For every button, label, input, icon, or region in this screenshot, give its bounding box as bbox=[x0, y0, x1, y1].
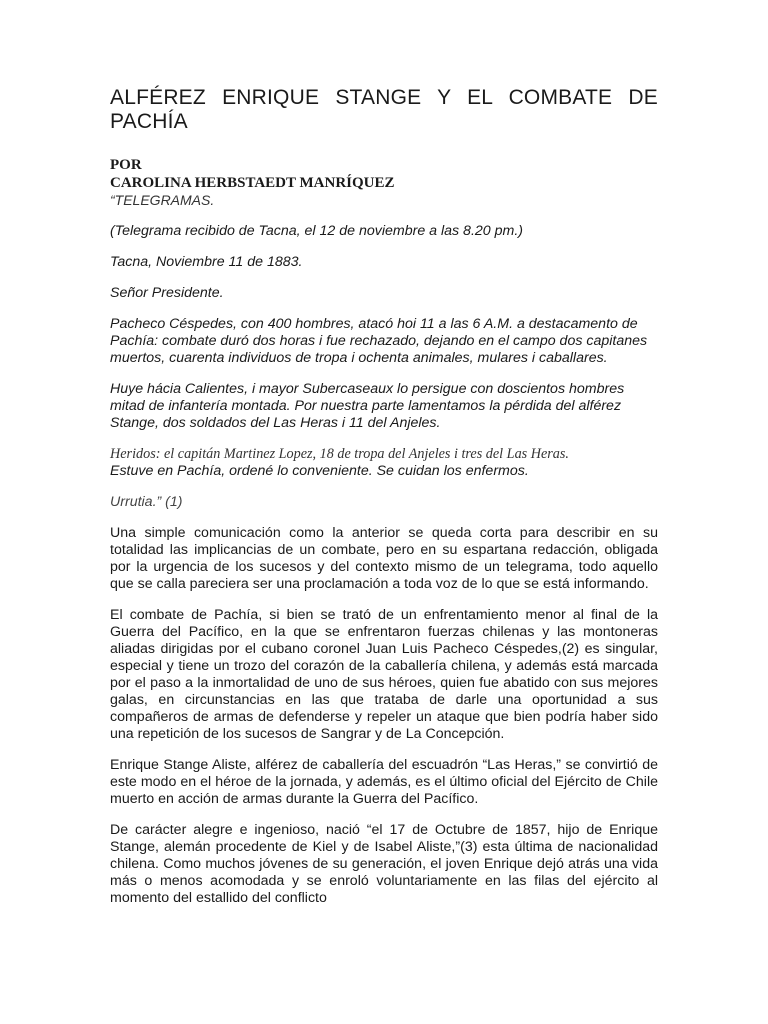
telegram-paragraph-1: Pacheco Céspedes, con 400 hombres, atacó hoi 11 a las 6 A.M. a destacamento de Pachía: combate duró dos horas i fue rechazado, dejando en el campo dos capitanes muertos, cuarenta individuos de tropa i ochenta animales, mulares i caballares. bbox=[110, 316, 648, 366]
document-title: ALFÉREZ ENRIQUE STANGE Y EL COMBATE DE PACHÍA bbox=[110, 86, 658, 133]
body-paragraph-2: El combate de Pachía, si bien se trató de un enfrentamiento menor al final de la Guerra del Pacífico, en la que se enfrentaron fuerzas chilenas y las montoneras aliadas dirigidas por el cubano coronel Juan Luis Pacheco Céspedes,(2) es singular, especial y tiene un trozo del corazón de la caballería chilena, y además está marcada por el paso a la inmortalidad de uno de sus héroes, quien fue abatido con sus mejores galas, en circunstancias en las que trataba de darle una oportunidad a sus compañeros de armas de defenderse y repeler un ataque que bien podría haber sido una repetición de los sucesos de Sangrar y de La Concepción. bbox=[110, 607, 658, 742]
telegram-received: (Telegrama recibido de Tacna, el 12 de noviembre a las 8.20 pm.) bbox=[110, 223, 523, 239]
body-paragraph-1: Una simple comunicación como la anterior se queda corta para describir en su totalidad las implicancias de un combate, pero en su espartana redacción, obligada por la urgencia de los sucesos y del contexto mismo de un telegrama, todo aquello que se calla pareciera ser una proclamación a toda voz de lo que se está informando. bbox=[110, 525, 658, 592]
byline-por: POR bbox=[110, 157, 142, 173]
telegram-paragraph-2: Huye hácia Calientes, i mayor Subercaseaux lo persigue con doscientos hombres mitad de infantería montada. Por nuestra parte lamentamos la pérdida del alférez Stange, dos soldados del Las Heras i 11 del Anjeles. bbox=[110, 381, 625, 431]
body-paragraph-3: Enrique Stange Aliste, alférez de caballería del escuadrón “Las Heras,” se convirtió de este modo en el héroe de la jornada, y además, es el último oficial del Ejército de Chile muerto en acción de armas durante la Guerra del Pacífico. bbox=[110, 757, 658, 807]
telegram-wounded: Heridos: el capitán Martinez Lopez, 18 de tropa del Anjeles i tres del Las Heras. bbox=[110, 446, 569, 462]
telegram-place-date: Tacna, Noviembre 11 de 1883. bbox=[110, 254, 303, 270]
telegram-visit: Estuve en Pachía, ordené lo conveniente. Se cuidan los enfermos. bbox=[110, 463, 529, 479]
telegram-salutation: Señor Presidente. bbox=[110, 285, 224, 301]
body-paragraph-4: De carácter alegre e ingenioso, nació “el 17 de Octubre de 1857, hijo de Enrique Stange, alemán procedente de Kiel y de Isabel Aliste,”(3) esta última de nacionalidad chilena. Como muchos jóvenes de su generación, el joven Enrique dejó atrás una vida más o menos acomodada y se enroló voluntariamente en las filas del ejército al momento del estallido del conflicto bbox=[110, 822, 658, 906]
author-name: CAROLINA HERBSTAEDT MANRÍQUEZ bbox=[110, 175, 395, 191]
telegram-signature: Urrutia.” (1) bbox=[110, 494, 183, 510]
section-label: “TELEGRAMAS. bbox=[110, 192, 215, 208]
